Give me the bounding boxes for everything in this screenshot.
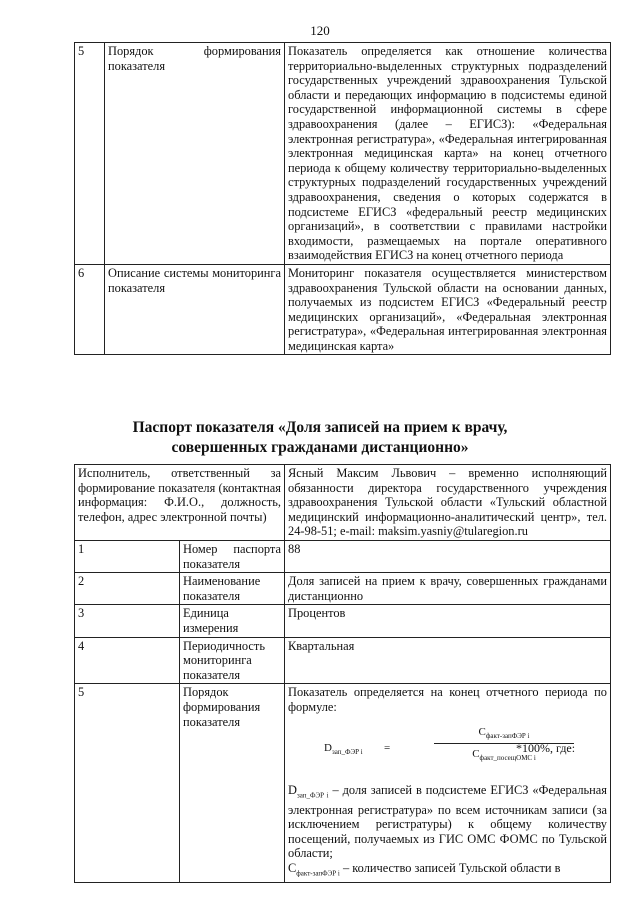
- row-label: Единица измерения: [180, 605, 285, 637]
- table-row: [75, 605, 611, 637]
- page-number: 120: [310, 23, 330, 38]
- definition-1-symbol: D: [288, 782, 297, 797]
- definition-1-text: – доля записей в подсистеме ЕГИСЗ «Федеральная электронная регистратура» по всем источникам записи (за исключением регистратуры) к общему количеству посещений, получаемых из ГИС ОМС ФОМС по Тульской области;: [288, 782, 608, 861]
- definition-1-sub: зап_ФЭР i: [296, 790, 329, 799]
- executor-value: Ясный Максим Львович – временно исполняющий обязанности директора государственного учреждения здравоохранения Тульской области «Тульский областной медицинский информационно-аналитический центр», тел. 24-98-51; e-mail: maksim.yasniy@tularegion.ru: [285, 465, 611, 541]
- indicator-passport-table: [74, 464, 611, 883]
- executor-label: Исполнитель, ответственный за формирование показателя (контактная информация: Ф.И.О., должность, телефон, адрес электронной почты): [75, 465, 285, 541]
- row-value: Показатель определяется как отношение количества территориально-выделенных структурных подразделений государственных учреждений здравоохранения Тульской области и передающих информацию в подсистемы единой государственной информационной системы в сфере здравоохранения (далее – ЕГИСЗ): «Федеральная электронная регистратура», «Федеральная интегрированная электронная медицинская карта» на конец отчетного периода к общему количеству территориально-выделенных структурных подразделений государственных учреждений здравоохранения, сведения о которых содержатся в подсистеме ЕГИСЗ «федеральный реестр медицинских организаций», в соответствии с правилами настройки входимости, размещаемых на портале оперативного взаимодействия ЕГИСЗ на конец отчетного периода: [285, 43, 611, 265]
- row-label: Порядок формирования показателя: [105, 43, 285, 265]
- row-value: 88: [285, 540, 611, 572]
- definition-1: [288, 783, 607, 861]
- row-label: Периодичность мониторинга показателя: [180, 637, 285, 684]
- row-label: Описание системы мониторинга показателя: [105, 264, 285, 355]
- row-value: Мониторинг показателя осуществляется министерством здравоохранения Тульской области на основании данных, получаемых из подсистем ЕГИСЗ «Федеральный реестр медицинских организаций», «Федеральная электронная регистратура», «Федеральная интегрированная электронная медицинская карта»: [285, 264, 611, 355]
- heading-line-1: Паспорт показателя «Доля записей на прием к врачу,: [132, 419, 508, 436]
- formula: [288, 721, 607, 779]
- table-row: [75, 637, 611, 684]
- indicator-table-continued: [74, 42, 611, 355]
- row-label: Номер паспорта показателя: [180, 540, 285, 572]
- formula-denominator-symbol: С: [472, 747, 480, 760]
- formula-numerator-symbol: С: [478, 725, 486, 738]
- table-row: [75, 43, 611, 265]
- table-row: [75, 540, 611, 572]
- row-label: Наименование показателя: [180, 573, 285, 605]
- row-value: [285, 684, 611, 883]
- definition-2-text: – количество записей Тульской области в: [339, 860, 561, 875]
- row-number: 5: [75, 43, 105, 265]
- row-number: 3: [75, 605, 180, 637]
- row-number: 6: [75, 264, 105, 355]
- table-row: [75, 684, 611, 883]
- formula-lhs: [324, 741, 363, 760]
- table-row: [75, 264, 611, 355]
- section-heading: [0, 418, 640, 458]
- row-number: 4: [75, 637, 180, 684]
- definition-2-sub: факт-запФЭР i: [296, 869, 340, 878]
- formula-numerator-sub: факт-запФЭР i: [485, 731, 530, 740]
- table-row: [75, 573, 611, 605]
- formula-lhs-sub: зап_ФЭР i: [331, 747, 363, 756]
- formula-tail: *100%, где:: [516, 740, 576, 755]
- formula-lhs-symbol: D: [324, 741, 332, 754]
- formula-denominator-sub: факт_посещОМС i: [479, 753, 536, 762]
- row-value: Квартальная: [285, 637, 611, 684]
- heading-line-2: совершенных гражданами дистанционно»: [171, 439, 469, 456]
- formula-intro: Показатель определяется на конец отчетного периода по формуле:: [288, 685, 607, 714]
- table-row: [75, 465, 611, 541]
- row-value: Процентов: [285, 605, 611, 637]
- row-number: 1: [75, 540, 180, 572]
- definition-2: [288, 861, 607, 881]
- row-label: Порядок формирования показателя: [180, 684, 285, 883]
- formula-equals: =: [384, 741, 391, 754]
- definition-2-symbol: С: [288, 860, 297, 875]
- row-value: Доля записей на прием к врачу, совершенных гражданами дистанционно: [285, 573, 611, 605]
- row-number: 5: [75, 684, 180, 883]
- row-number: 2: [75, 573, 180, 605]
